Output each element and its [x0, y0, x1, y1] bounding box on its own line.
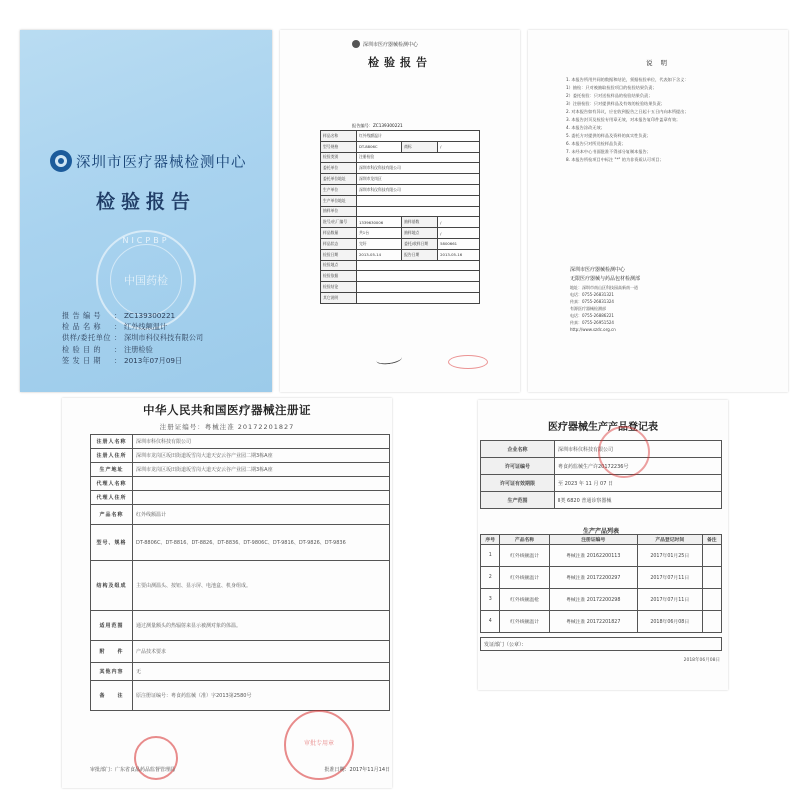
- report-value: 5800661: [438, 238, 480, 249]
- seal-text: 中国药检: [124, 274, 168, 287]
- cover-field: 检 验 目 的 ： 注册检验: [62, 344, 153, 354]
- product-cell: 红外线额温计: [500, 611, 549, 633]
- report-label: 检验日期: [321, 249, 357, 260]
- report-value: [357, 271, 480, 282]
- report-label: 生产单位地址: [321, 195, 357, 206]
- cert-row: [91, 663, 390, 681]
- report-value: 共1台: [357, 228, 402, 239]
- cert-row: [91, 435, 390, 449]
- cert-label: 注册人名称: [91, 435, 133, 449]
- report-title: 检验报告: [368, 56, 432, 69]
- signature-mark: [375, 352, 402, 366]
- report-label: 批号/出厂编号: [321, 217, 357, 228]
- product-cell: [702, 589, 722, 611]
- cert-row: [91, 463, 390, 477]
- cert-label: 代理人住所: [91, 491, 133, 505]
- report-label: 抽样地点: [402, 228, 438, 239]
- report-value: 2013-05-16: [438, 249, 480, 260]
- notes-footer: [570, 266, 770, 333]
- note-line: 5. 委托方对提供的样品及资料的真实性负责；: [566, 133, 651, 138]
- prod-label: 生产范围: [481, 492, 555, 509]
- company-stamp-icon: [598, 426, 650, 478]
- cover-field: 供样/委托单位 ： 深圳市科仪科技有限公司: [62, 333, 204, 343]
- prod-label: 许可证有效期限: [481, 475, 555, 492]
- prod-value: 粤食药监械生产许20172236号: [555, 458, 722, 475]
- report-row: [321, 152, 480, 163]
- report-cover: [20, 30, 272, 392]
- cert-label: 其他内容: [91, 663, 133, 681]
- center-name: 深圳市医疗器械检测中心: [76, 154, 247, 171]
- report-label: 生产单位: [321, 184, 357, 195]
- product-row: [481, 545, 722, 567]
- prod-value: Ⅱ类 6820 普通诊察器械: [555, 492, 722, 509]
- product-column-header: 序号: [481, 535, 500, 545]
- product-column-header: 备注: [702, 535, 722, 545]
- report-value: 1339630006: [357, 217, 402, 228]
- report-row: [321, 292, 480, 303]
- report-number: 报告编号：ZC139300221: [352, 123, 403, 128]
- cert-table: [90, 434, 390, 711]
- issuing-dept: 发证部门（公章）：: [480, 637, 722, 651]
- report-row: [321, 184, 480, 195]
- product-list-title: 生产产品列表: [582, 528, 619, 535]
- note-line: 2）委托检验：只对送检样品的检验结果负责；: [566, 93, 653, 98]
- report-row: [321, 141, 480, 152]
- footer-line: 地址：深圳市南山区科技园高新南一道: [570, 285, 638, 290]
- cert-row: [91, 681, 390, 711]
- seal-stamp-icon: [134, 736, 178, 780]
- report-value: [357, 292, 480, 303]
- cert-row: [91, 561, 390, 611]
- report-value: 深圳市科仪科技有限公司: [357, 184, 480, 195]
- cert-label: 结构及组成: [91, 561, 133, 611]
- product-cell: 粤械注准 20172201827: [549, 611, 637, 633]
- report-value: 红外线额温计: [357, 131, 480, 142]
- prod-label: 企业名称: [481, 441, 555, 458]
- cert-row: [91, 491, 390, 505]
- cert-label: 代理人名称: [91, 477, 133, 491]
- cover-title: 检验报告: [95, 191, 196, 213]
- report-row: [321, 174, 480, 185]
- report-label: 检验类别: [321, 152, 357, 163]
- cert-value: 深圳市龙岗区坂田街道坂雪岗大道天安云谷产业园二期3栋A座: [133, 449, 390, 463]
- report-label: 委托单位: [321, 163, 357, 174]
- report-label: 样品名称: [321, 131, 357, 142]
- product-column-header: 注册证编号: [549, 535, 637, 545]
- org-logo-icon: [352, 40, 360, 48]
- cert-row: [91, 611, 390, 641]
- cert-value: 深圳市科仪科技有限公司: [133, 435, 390, 449]
- footer-line: 电话：0755-26886221: [570, 313, 614, 318]
- report-row: [321, 228, 480, 239]
- notes-page: [528, 30, 788, 392]
- product-cell: 粤械注准 20162200113: [549, 545, 637, 567]
- product-list-table: [480, 534, 722, 633]
- product-cell: 2018年06月08日: [637, 611, 702, 633]
- cert-value: 原注册证编号：粤食药监械（准）字2013第2580号: [133, 681, 390, 711]
- report-label: 样品数量: [321, 228, 357, 239]
- cert-row: [91, 477, 390, 491]
- product-cell: 2017年07月11日: [637, 567, 702, 589]
- report-row: [321, 206, 480, 217]
- cert-label: 型号、规格: [91, 525, 133, 561]
- product-cell: 红外线额温枪: [500, 589, 549, 611]
- cert-value: DT-8806C、DT-8816、DT-8826、DT-8836、DT-9806C、DT-9816、DT-9826、DT-9836: [133, 525, 390, 561]
- cert-title: 中华人民共和国医疗器械注册证: [143, 403, 311, 417]
- report-value: 深圳市科仪科技有限公司: [357, 163, 480, 174]
- report-value: /: [438, 228, 480, 239]
- note-line: 1. 本报告所用共同的数据和结论，须据检验单位，代表如下含义：: [566, 77, 689, 82]
- prod-head-row: [481, 492, 722, 509]
- cert-row: [91, 525, 390, 561]
- cover-field: 检 品 名 称 ： 红外线额温计: [62, 322, 168, 332]
- cert-value: 红外线额温计: [133, 505, 390, 525]
- product-cell: 红外线额温计: [500, 567, 549, 589]
- cert-value: [133, 477, 390, 491]
- footer-org: 深圳市医疗器械检测中心: [570, 267, 626, 273]
- report-value: /: [438, 217, 480, 228]
- cert-label: 适用范围: [91, 611, 133, 641]
- cover-fields: [62, 310, 268, 367]
- product-row: [481, 567, 722, 589]
- issue-date: 2018年06月08日: [683, 658, 720, 663]
- prod-title: 医疗器械生产产品登记表: [548, 422, 658, 433]
- product-row: [481, 611, 722, 633]
- report-row: [321, 249, 480, 260]
- report-row: [321, 260, 480, 271]
- report-label: 委托/收样日期: [402, 238, 438, 249]
- note-line: 7. 未经本中心书面批准不得部分复制本报告；: [566, 149, 651, 154]
- report-value: 2013-05-14: [357, 249, 402, 260]
- product-row: [481, 589, 722, 611]
- footer-line: 电话：0755-26831321: [570, 292, 614, 297]
- cert-row: [91, 505, 390, 525]
- report-label: 样品状态: [321, 238, 357, 249]
- cert-value: 无: [133, 663, 390, 681]
- report-label: 检验地点: [321, 260, 357, 271]
- report-label: 抽样基数: [402, 217, 438, 228]
- report-row: [321, 238, 480, 249]
- cert-label: 生产地址: [91, 463, 133, 477]
- approval-date: 批准日期：2017年11月14日: [324, 767, 390, 773]
- cert-label: 备 注: [91, 681, 133, 711]
- report-value: [357, 282, 480, 293]
- cert-value: 通过测量额头的热辐射来显示被测对象的体温。: [133, 611, 390, 641]
- report-value: /: [438, 141, 480, 152]
- product-cell: 2017年01月25日: [637, 545, 702, 567]
- product-cell: [702, 611, 722, 633]
- official-stamp-icon: 审批专用章: [284, 710, 354, 780]
- product-cell: 2017年07月11日: [637, 589, 702, 611]
- prod-value: 至 2023 年 11 月 07 日: [555, 475, 722, 492]
- seal-top-text: NICPBP: [122, 236, 170, 245]
- report-org: 深圳市医疗器械检测中心: [352, 40, 418, 48]
- footer-line: 传真：0755-26831324: [570, 299, 614, 304]
- note-line: 8. 本报告所检项目中标注 "*" 的为非资质认可项目；: [566, 157, 664, 162]
- report-row: [321, 163, 480, 174]
- cert-label: 注册人住所: [91, 449, 133, 463]
- cert-label: 产品名称: [91, 505, 133, 525]
- report-label: 报告日期: [402, 249, 438, 260]
- report-value: [357, 260, 480, 271]
- prod-label: 许可证编号: [481, 458, 555, 475]
- cover-field: 报 告 编 号 ： ZC139300221: [62, 310, 176, 321]
- product-list-header: [481, 535, 722, 545]
- report-table: [320, 130, 480, 304]
- cover-header: [50, 150, 265, 172]
- registration-certificate: [62, 398, 392, 788]
- footer-line: 有源医疗器械检测部: [570, 306, 606, 311]
- report-row: [321, 195, 480, 206]
- cert-reg-number: 注册证编号：粤械注准 20172201827: [159, 423, 295, 431]
- note-line: 4. 本报告涂改无效；: [566, 125, 605, 130]
- report-value: [357, 195, 480, 206]
- note-line: 3）注册检验：只对提供样品及有效的检验结果负责；: [566, 101, 665, 106]
- footer-dept: 无限医疗器械与药品包材检测部: [570, 276, 641, 282]
- report-label: 型号规格: [321, 141, 357, 152]
- cert-value: 产品技术要求: [133, 641, 390, 663]
- product-column-header: 产品登记时间: [637, 535, 702, 545]
- product-cell: 1: [481, 545, 500, 567]
- prod-value: 深圳市科仪科技有限公司: [555, 441, 722, 458]
- cert-row: [91, 449, 390, 463]
- cert-label: 附 件: [91, 641, 133, 663]
- report-row: [321, 282, 480, 293]
- product-column-header: 产品名称: [500, 535, 549, 545]
- product-cell: 3: [481, 589, 500, 611]
- product-cell: 粤械注准 20172200298: [549, 589, 637, 611]
- report-value: 注册检验: [357, 152, 480, 163]
- report-label: 检验结论: [321, 282, 357, 293]
- report-label: 委托单位地址: [321, 174, 357, 185]
- product-cell: [702, 545, 722, 567]
- product-cell: 2: [481, 567, 500, 589]
- report-value: DT-8806C: [357, 141, 402, 152]
- prod-head-row: [481, 475, 722, 492]
- cover-field: 签 发 日 期 ： 2013年07月09日: [62, 356, 183, 366]
- note-line: 1）抽检：只对被抽取检验项目的检验结果负责；: [566, 85, 657, 90]
- center-logo-icon: [50, 150, 72, 172]
- report-label: 其它说明: [321, 292, 357, 303]
- report-row: [321, 131, 480, 142]
- product-cell: 粤械注准 20172200297: [549, 567, 637, 589]
- report-value: [357, 206, 480, 217]
- product-registration-form: [478, 400, 728, 690]
- product-cell: 红外线额温计: [500, 545, 549, 567]
- footer-line: http://www.szdc.org.cn: [570, 327, 616, 332]
- note-line: 3. 本报告封页及检验专用章无效，对本报告复印件盖章有效；: [566, 117, 681, 122]
- report-row: [321, 271, 480, 282]
- footer-line: 传真：0755-26951524: [570, 320, 614, 325]
- report-row: [321, 217, 480, 228]
- cert-row: [91, 641, 390, 663]
- report-value: 深圳市龙岗区: [357, 174, 480, 185]
- notes-title: 说 明: [645, 59, 671, 67]
- product-cell: [702, 567, 722, 589]
- report-label: 检验依据: [321, 271, 357, 282]
- date-stamp: [448, 355, 488, 369]
- note-line: 2. 对本报告如有异议，应在收到报告之日起十五日内向本所提出；: [566, 109, 689, 114]
- approval-dept: 审批部门：广东省食品药品监督管理局: [90, 767, 176, 773]
- cert-value: 主要由测温头、按钮、显示屏、电池盒、机身组成。: [133, 561, 390, 611]
- note-line: 6. 本报告只对所送检样品负责；: [566, 141, 626, 146]
- cert-value: 深圳市龙岗区坂田街道坂雪岗大道天安云谷产业园二期3栋A座: [133, 463, 390, 477]
- inspection-report-page: [280, 30, 520, 392]
- report-label: 商标: [402, 141, 438, 152]
- notes-body: [566, 76, 776, 164]
- cert-footer: [90, 766, 390, 773]
- product-cell: 4: [481, 611, 500, 633]
- report-label: 抽样单位: [321, 206, 357, 217]
- report-value: 完好: [357, 238, 402, 249]
- cert-value: [133, 491, 390, 505]
